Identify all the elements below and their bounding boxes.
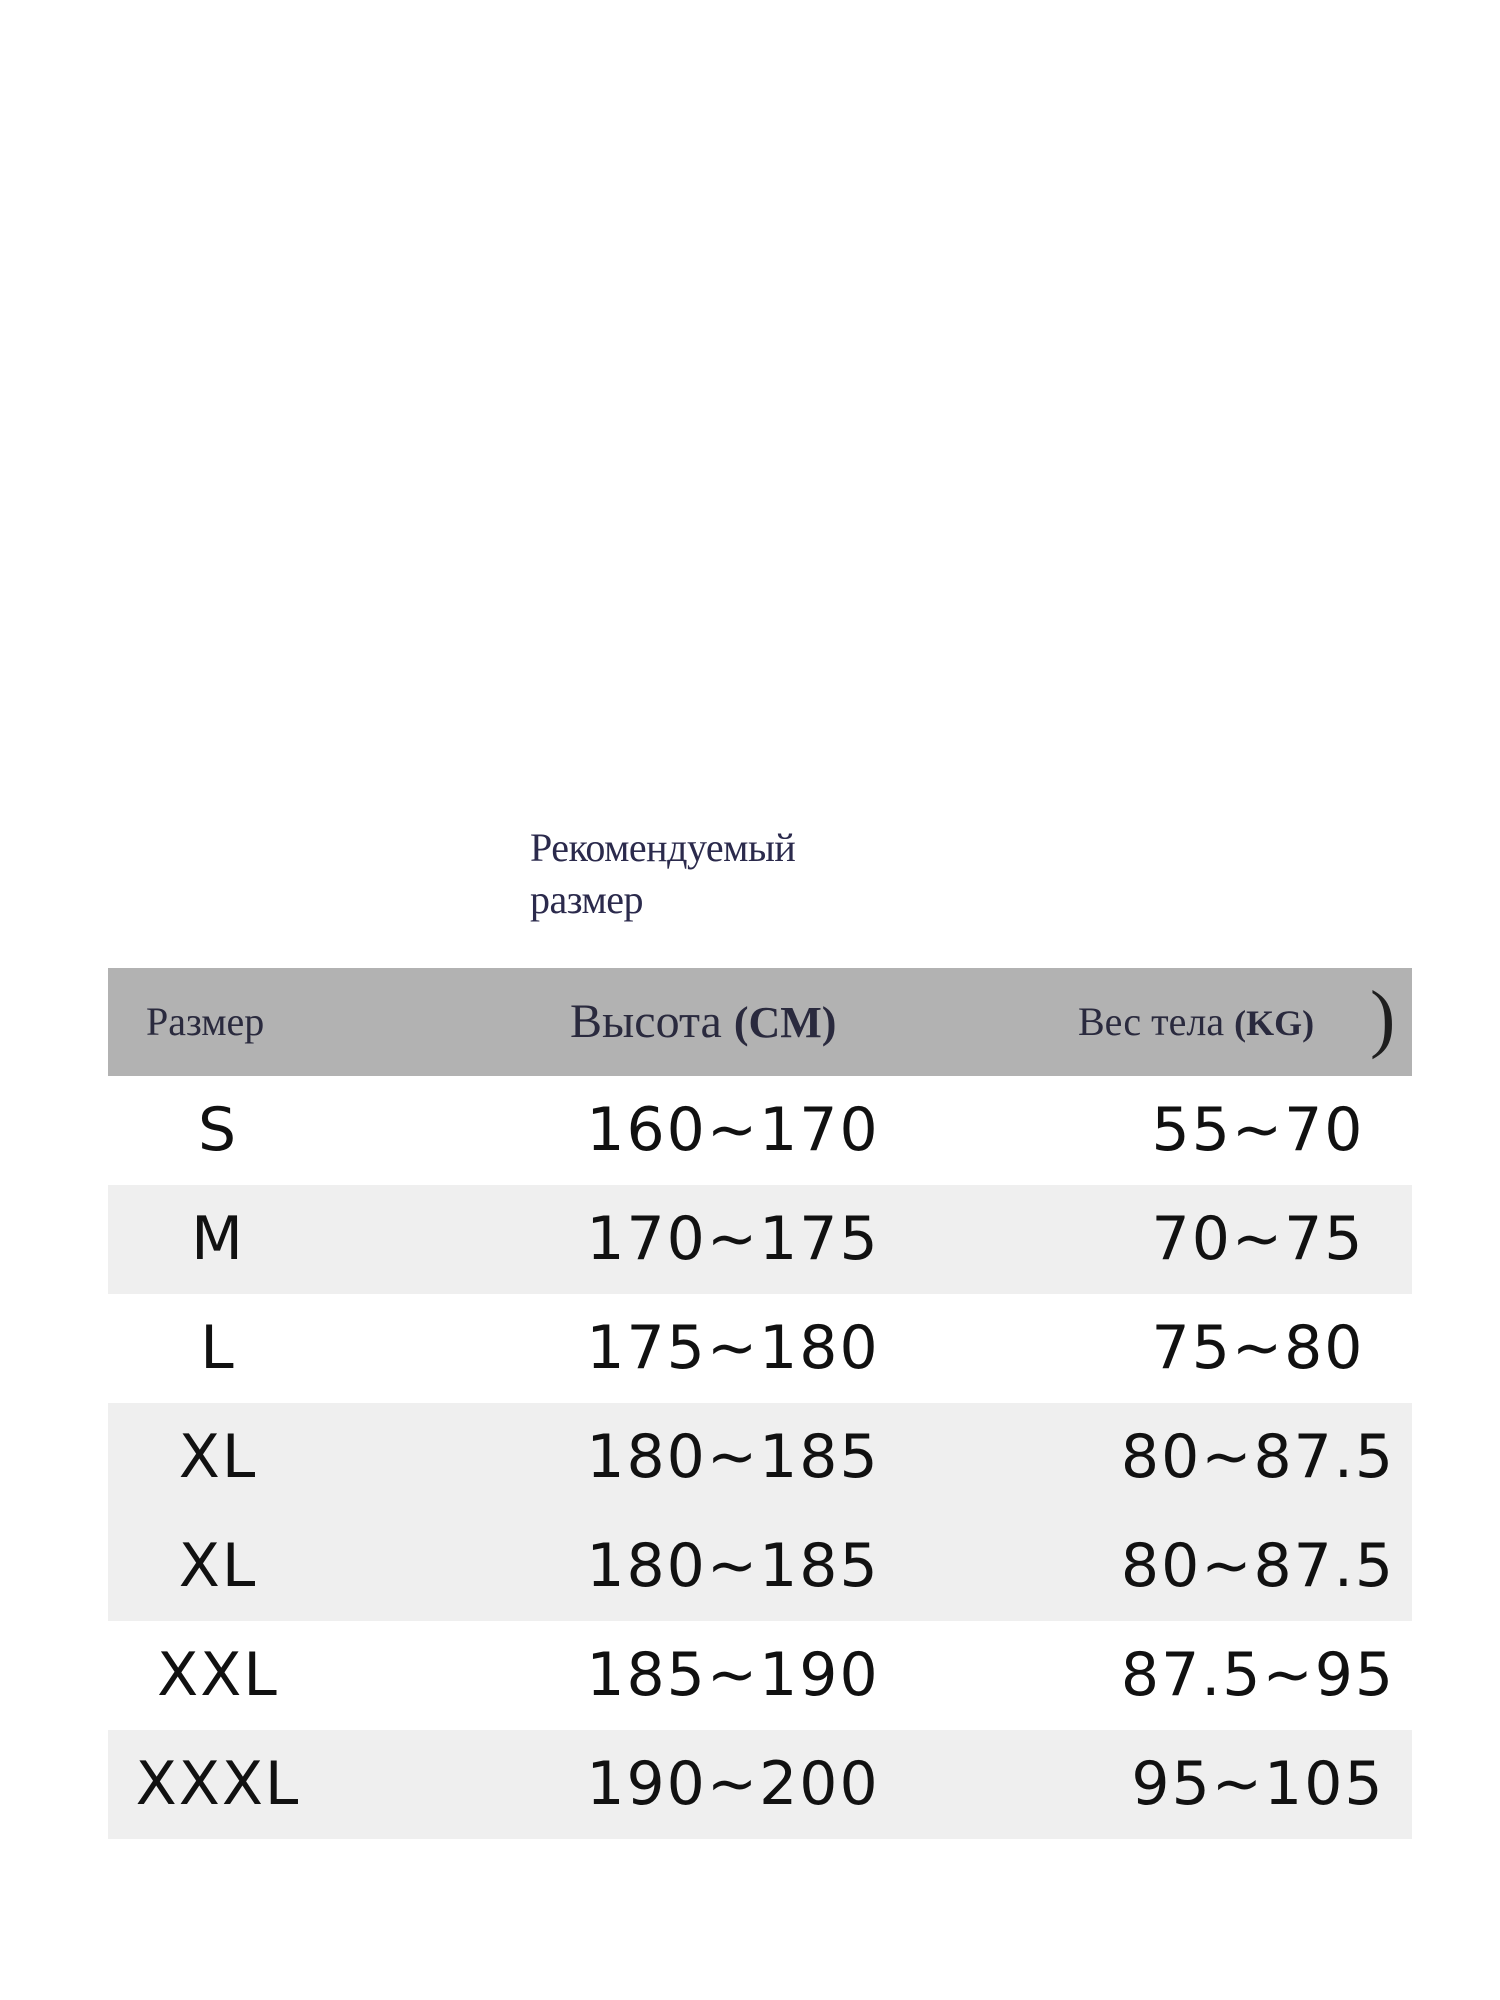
height-cell: 175~180: [586, 1313, 880, 1383]
size-cell: XXXL: [135, 1749, 301, 1819]
table-row: [108, 1185, 1412, 1294]
height-cell: 180~185: [586, 1531, 880, 1601]
weight-cell: 80~87.5: [1120, 1422, 1396, 1492]
table-row: [108, 1403, 1412, 1512]
table-row: [108, 1730, 1412, 1839]
size-cell: L: [200, 1313, 236, 1383]
size-cell: S: [197, 1095, 239, 1165]
size-cell: XXL: [157, 1640, 279, 1710]
weight-cell: 55~70: [1151, 1095, 1365, 1165]
header-height-unit: (CM): [733, 998, 837, 1047]
table-row: [108, 1294, 1412, 1403]
weight-cell: 80~87.5: [1120, 1531, 1396, 1601]
size-cell: XL: [178, 1531, 258, 1601]
weight-cell: 87.5~95: [1120, 1640, 1396, 1710]
header-height-label: Высота: [570, 995, 722, 1048]
header-weight-unit: (KG): [1234, 1003, 1315, 1043]
weight-cell: 70~75: [1151, 1204, 1365, 1274]
height-cell: 180~185: [586, 1422, 880, 1492]
title-line-2: размер: [530, 877, 644, 922]
weight-cell: 95~105: [1131, 1749, 1385, 1819]
table-row: [108, 1621, 1412, 1730]
height-cell: 190~200: [586, 1749, 880, 1819]
size-cell: XL: [178, 1422, 258, 1492]
header-stray-paren: ): [1370, 976, 1396, 1060]
header-weight-label: Вес тела: [1078, 999, 1225, 1044]
height-cell: 170~175: [586, 1204, 880, 1274]
weight-cell: 75~80: [1151, 1313, 1365, 1383]
height-cell: 185~190: [586, 1640, 880, 1710]
size-chart-title: [530, 822, 795, 926]
table-row: [108, 1076, 1412, 1185]
table-row: [108, 1512, 1412, 1621]
table-header-row: [108, 968, 1412, 1076]
size-cell: M: [191, 1204, 245, 1274]
size-table: [108, 968, 1412, 1839]
title-line-1: Рекомендуемый: [530, 825, 796, 870]
header-weight: [1078, 968, 1314, 1076]
header-height: [570, 968, 836, 1076]
header-size: Размер: [146, 999, 265, 1044]
height-cell: 160~170: [586, 1095, 880, 1165]
